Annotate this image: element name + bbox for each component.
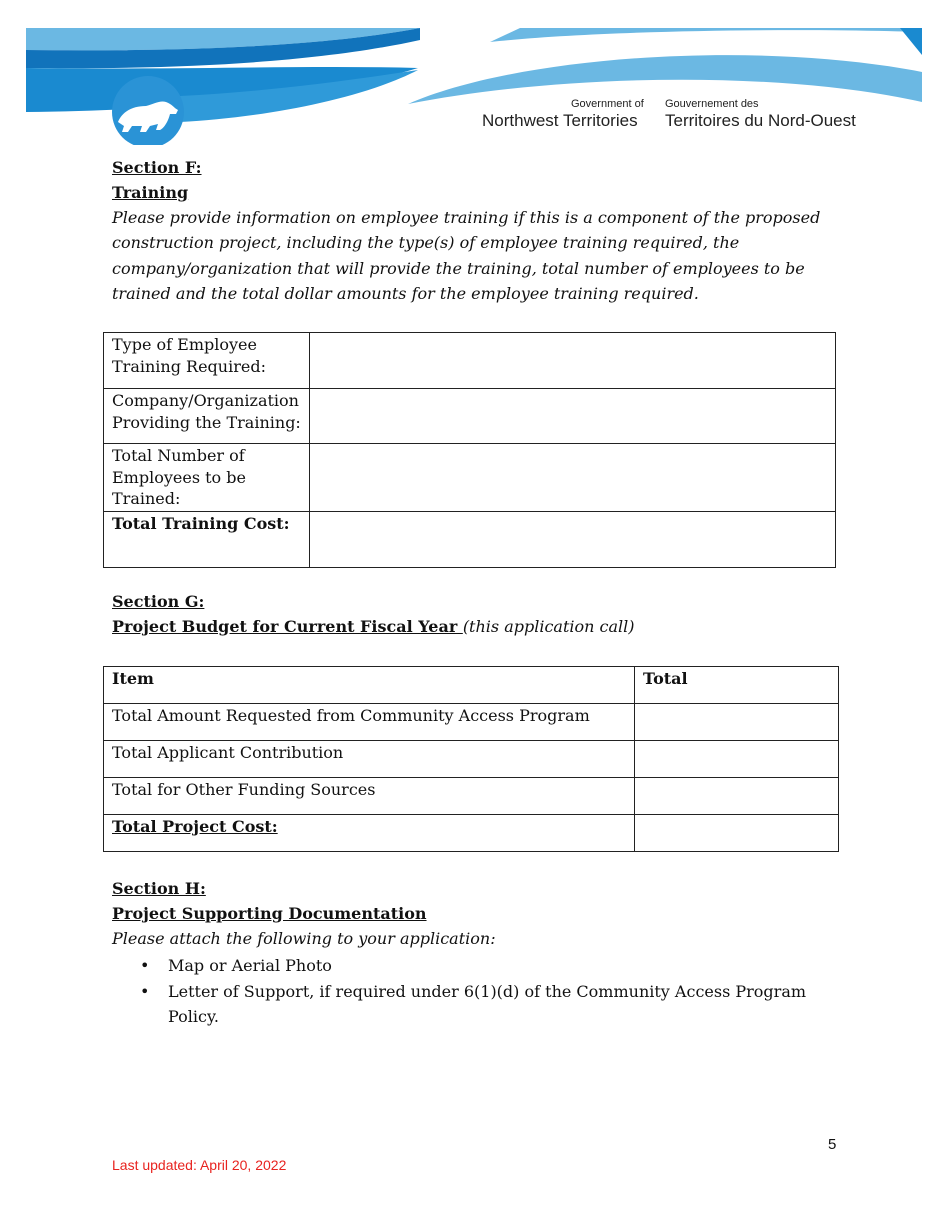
table-row: [104, 389, 836, 444]
table-row: [104, 444, 836, 512]
col-total-header: Total: [635, 667, 839, 704]
section-g-title-line: [112, 614, 842, 639]
table-row: [104, 333, 836, 389]
budget-total-cell[interactable]: [635, 815, 839, 852]
budget-total-cell[interactable]: [635, 741, 839, 778]
footer-last-updated: Last updated: April 20, 2022: [112, 1157, 287, 1173]
budget-item: Total Amount Requested from Community Access Program: [104, 704, 635, 741]
budget-total-cell[interactable]: [635, 704, 839, 741]
training-input-cell[interactable]: [310, 444, 836, 512]
budget-total-cell[interactable]: [635, 778, 839, 815]
page-number: 5: [828, 1136, 837, 1153]
documentation-list: [112, 953, 842, 1029]
banner-wave-right: [408, 55, 922, 104]
section-f-title: Training: [112, 183, 189, 202]
section-g-label: Section G:: [112, 592, 205, 611]
section-f-intro: Please provide information on employee training if this is a component of the proposed construction project, including the type(s) of employee training required, the company/organization that will provide the training, total number of employees to be trained and the total dollar amounts for the employee training required.: [112, 208, 821, 303]
section-h: [112, 876, 842, 1029]
gov-en-big: Northwest Territories: [482, 111, 638, 130]
section-g: [112, 589, 842, 639]
training-input-cell[interactable]: [310, 511, 836, 567]
government-name-en: [482, 98, 644, 131]
table-row: [104, 511, 836, 567]
budget-item: Total Applicant Contribution: [104, 741, 635, 778]
section-g-title: Project Budget for Current Fiscal Year: [112, 617, 463, 636]
training-input-cell[interactable]: [310, 389, 836, 444]
budget-table: [103, 666, 839, 852]
section-h-title: Project Supporting Documentation: [112, 904, 427, 923]
section-h-label: Section H:: [112, 879, 206, 898]
training-label: Company/Organization Providing the Training:: [104, 389, 310, 444]
section-h-intro: Please attach the following to your application:: [112, 929, 496, 948]
training-label: Type of Employee Training Required:: [104, 333, 310, 389]
gov-fr-small: Gouvernement des: [665, 98, 759, 110]
table-row: [104, 741, 839, 778]
table-row: [104, 704, 839, 741]
table-row: [104, 778, 839, 815]
banner-wave-right-dark: [900, 28, 922, 55]
budget-item: Total Project Cost:: [104, 815, 635, 852]
training-label: Total Number of Employees to be Trained:: [104, 444, 310, 512]
training-label: Total Training Cost:: [104, 511, 310, 567]
budget-item: Total for Other Funding Sources: [104, 778, 635, 815]
training-table: [103, 332, 836, 568]
gov-en-small: Government of: [571, 98, 644, 110]
section-g-title-note: (this application call): [462, 617, 635, 636]
col-item-header: Item: [104, 667, 635, 704]
government-name-fr: [665, 98, 856, 131]
training-input-cell[interactable]: [310, 333, 836, 389]
banner-wave-right-top: [490, 28, 922, 42]
list-item: • Map or Aerial Photo: [168, 953, 842, 978]
table-row: [104, 815, 839, 852]
section-f: [112, 155, 842, 306]
section-f-label: Section F:: [112, 158, 202, 177]
gov-fr-big: Territoires du Nord-Ouest: [665, 111, 856, 130]
list-item: • Letter of Support, if required under 6(1)(d) of the Community Access Program Policy.: [168, 979, 808, 1029]
table-header-row: [104, 667, 839, 704]
